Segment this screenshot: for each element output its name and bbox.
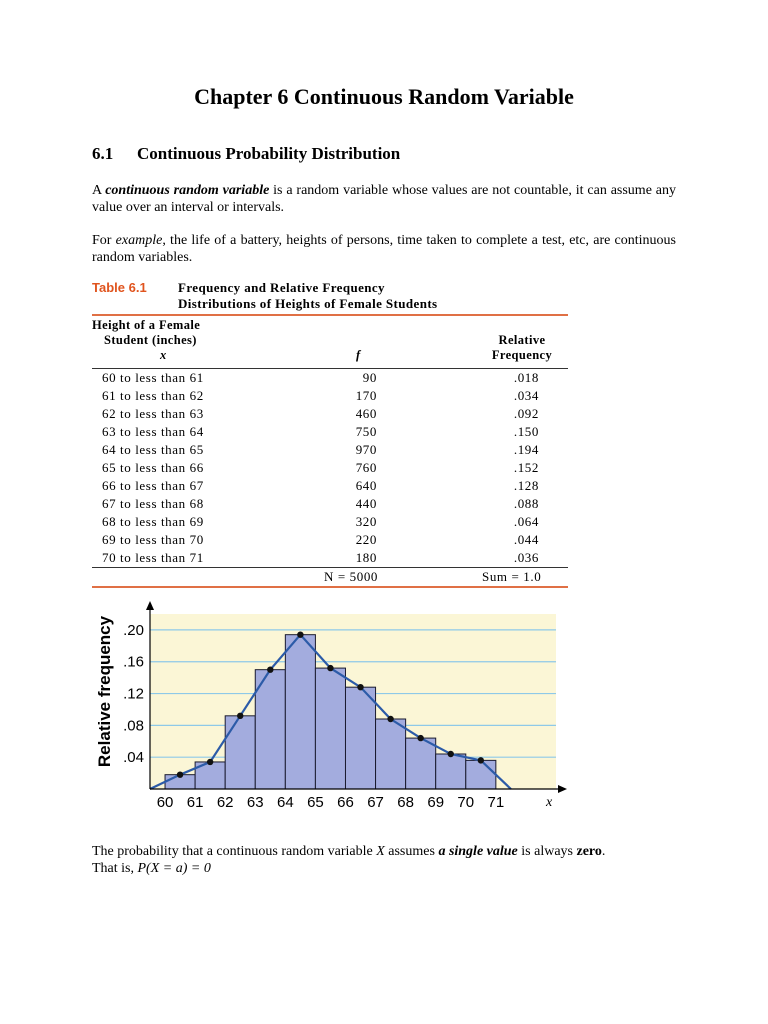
polygon-point [387, 716, 393, 722]
x-axis-arrow-icon [558, 785, 567, 793]
relative-frequency-histogram [88, 600, 568, 812]
cell-rf: .034 [513, 388, 539, 403]
table-caption [178, 280, 438, 312]
definition-paragraph [92, 182, 676, 216]
table-bottom-rule [92, 586, 568, 588]
histogram-bar [345, 687, 375, 789]
polygon-point [237, 713, 243, 719]
cell-interval: 69 to less than 70 [102, 532, 204, 547]
polygon-point [448, 751, 454, 757]
para1-text-b: is a random variable whose values are not countable, it can assume any value over an interval or intervals. [92, 183, 676, 215]
x-tick-label: 67 [367, 794, 384, 811]
cell-rf: .036 [513, 550, 539, 565]
col-height-header-line2: Student (inches) [104, 333, 197, 347]
header-rule [92, 368, 568, 369]
cell-interval: 62 to less than 63 [102, 406, 204, 421]
cell-interval: 67 to less than 68 [102, 496, 204, 511]
cell-rf: .128 [513, 478, 539, 493]
y-axis-title: Relative frequency [95, 615, 114, 768]
col-height-header-line1: Height of a Female [92, 318, 201, 332]
para2-text-a: For [92, 233, 116, 248]
histogram-bar [436, 754, 466, 789]
cell-f: 750 [355, 424, 377, 439]
table-row [92, 460, 568, 478]
polygon-point [267, 666, 273, 672]
histogram-bar [285, 635, 315, 789]
table-row [92, 514, 568, 532]
x-tick-label: 69 [427, 794, 445, 811]
cell-rf: .152 [513, 460, 539, 475]
cell-f: 460 [355, 406, 377, 421]
variable-x: X [376, 844, 385, 859]
histogram-bar [466, 760, 496, 789]
table-caption-line2: Distributions of Heights of Female Students [178, 296, 438, 311]
x-tick-labels [157, 794, 505, 811]
para1-text-a: A [92, 183, 106, 198]
y-tick-label: .12 [123, 685, 144, 703]
y-tick-label: .20 [123, 621, 144, 639]
histogram-bar [225, 716, 255, 789]
table-top-rule [92, 314, 568, 316]
table-row [92, 550, 568, 568]
cell-interval: 66 to less than 67 [102, 478, 204, 493]
single-value-phrase: a single value [438, 844, 518, 859]
col-height-header [92, 318, 200, 363]
y-tick-labels [123, 622, 144, 766]
cell-interval: 61 to less than 62 [102, 388, 204, 403]
x-axis-title: x [546, 795, 553, 810]
para3-text-b: assumes [384, 844, 439, 859]
probability-formula: P(X = a) = 0 [137, 861, 211, 876]
para3-text-c: is always [517, 844, 577, 859]
x-tick-label: 64 [276, 794, 294, 811]
cell-rf: .150 [513, 424, 539, 439]
x-tick-label: 61 [186, 794, 204, 811]
cell-interval: 63 to less than 64 [102, 424, 204, 439]
table-row [92, 406, 568, 424]
probability-paragraph [92, 843, 676, 877]
cell-rf: .018 [513, 370, 539, 385]
cell-interval: 64 to less than 65 [102, 442, 204, 457]
cell-f: 90 [362, 370, 377, 385]
polygon-point [207, 759, 213, 765]
cell-interval: 70 to less than 71 [102, 550, 204, 565]
table-row [92, 442, 568, 460]
histogram-bar [376, 719, 406, 789]
table-label: Table 6.1 [92, 280, 147, 295]
totals-rule [92, 567, 568, 568]
polygon-point [297, 631, 303, 637]
table-row [92, 388, 568, 406]
polygon-point [478, 757, 484, 763]
y-tick-label: .08 [123, 717, 144, 735]
cell-interval: 68 to less than 69 [102, 514, 204, 529]
y-tick-label: .04 [123, 749, 144, 767]
para3-text-d: . [601, 844, 606, 859]
x-tick-label: 68 [397, 794, 414, 811]
para3-line2 [92, 860, 676, 877]
table-caption-line1: Frequency and Relative Frequency [178, 280, 385, 295]
cell-f: 170 [355, 388, 377, 403]
table-row [92, 496, 568, 514]
para2-text-b: , the life of a battery, heights of persons, time taken to complete a test, etc, are continuous random variables. [92, 233, 676, 265]
x-tick-label: 62 [216, 794, 234, 811]
cell-rf: .092 [513, 406, 539, 421]
cell-rf: .194 [513, 442, 539, 457]
total-sum: Sum = 1.0 [482, 569, 542, 584]
cell-f: 970 [355, 442, 377, 457]
para3-line2-prefix: That is, [92, 861, 138, 876]
cell-interval: 60 to less than 61 [102, 370, 204, 385]
cell-rf: .044 [513, 532, 539, 547]
y-tick-label: .16 [123, 653, 144, 671]
table-row [92, 370, 568, 388]
cell-f: 440 [355, 496, 377, 511]
cell-f: 220 [355, 532, 377, 547]
section-title: Continuous Probability Distribution [137, 144, 401, 163]
example-word: example [115, 233, 163, 248]
chapter-title: Chapter 6 Continuous Random Variable [194, 84, 574, 109]
example-paragraph [92, 232, 676, 266]
cell-f: 180 [355, 550, 377, 565]
table-row [92, 532, 568, 550]
section-number: 6.1 [92, 144, 114, 163]
histogram-bar [406, 738, 436, 789]
polygon-point [327, 665, 333, 671]
para3-text-a: The probability that a continuous random variable [92, 844, 377, 859]
x-tick-label: 63 [246, 794, 264, 811]
col-rf-header-line1: Relative [498, 333, 546, 347]
table-row [92, 478, 568, 496]
total-n: N = 5000 [324, 569, 379, 584]
para3-line1 [92, 843, 676, 860]
cell-rf: .088 [513, 496, 539, 511]
x-tick-label: 71 [487, 794, 505, 811]
x-tick-label: 70 [457, 794, 475, 811]
col-relative-frequency-header [480, 333, 564, 363]
histogram-bar [315, 668, 345, 789]
cell-f: 640 [355, 478, 377, 493]
cell-f: 760 [355, 460, 377, 475]
table-row [92, 424, 568, 442]
x-tick-label: 60 [156, 794, 174, 811]
col-height-header-var: x [160, 348, 167, 362]
cell-f: 320 [355, 514, 377, 529]
totals-row [92, 569, 568, 587]
zero-word: zero [576, 844, 602, 859]
col-rf-header-line2: Frequency [491, 348, 553, 362]
polygon-point [417, 735, 423, 741]
polygon-point [357, 684, 363, 690]
cell-interval: 65 to less than 66 [102, 460, 204, 475]
term-continuous-random-variable: continuous random variable [105, 183, 270, 198]
y-axis-arrow-icon [146, 601, 154, 610]
cell-rf: .064 [513, 514, 539, 529]
x-tick-label: 66 [337, 794, 354, 811]
polygon-point [177, 771, 183, 777]
x-tick-label: 65 [307, 794, 324, 811]
col-frequency-header: f [356, 348, 361, 362]
